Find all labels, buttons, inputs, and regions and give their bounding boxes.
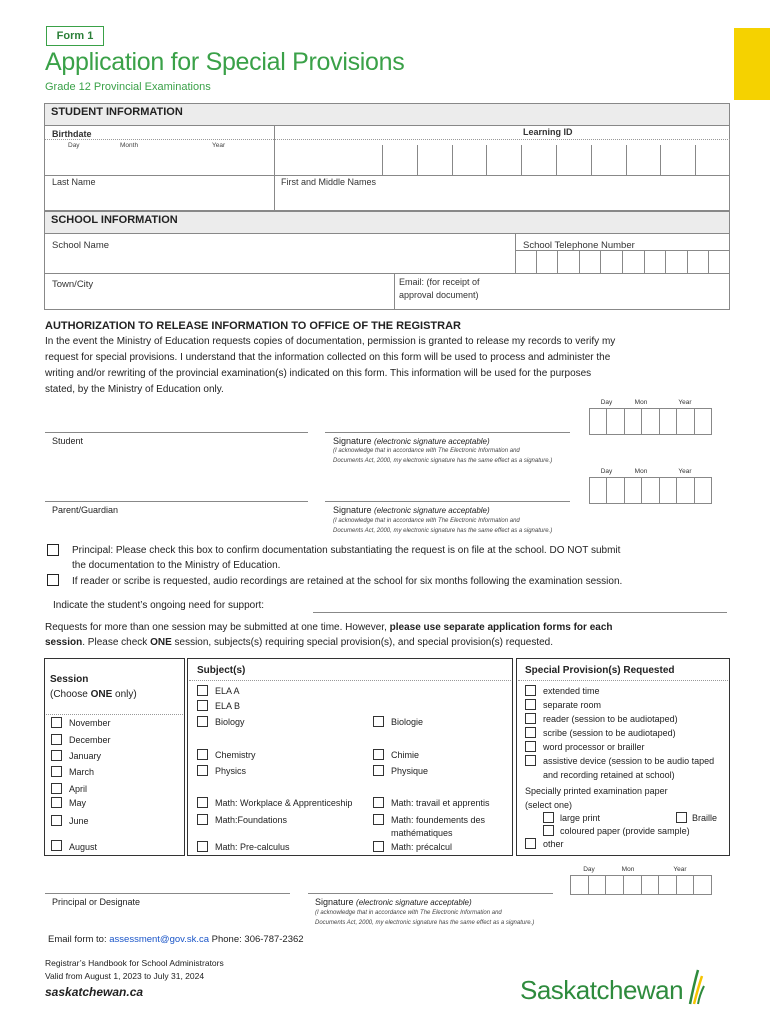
subject-label-math-fondements-2: mathématiques: [391, 828, 453, 838]
provision-checkbox-assistive-device[interactable]: [525, 755, 536, 766]
subject-checkbox-math-travail[interactable]: [373, 797, 384, 808]
name-divider: [274, 175, 275, 211]
provision-label-separate-room: separate room: [543, 700, 602, 710]
authorization-heading: AUTHORIZATION TO RELEASE INFORMATION TO OFFICE OF THE REGISTRAR: [45, 320, 461, 332]
first-middle-names-label: First and Middle Names: [281, 177, 377, 187]
subject-checkbox-chimie[interactable]: [373, 749, 384, 760]
parent-signature-label: [333, 505, 490, 515]
ongoing-need-label: Indicate the student’s ongoing need for support:: [53, 600, 265, 611]
coloured-paper-label: coloured paper (provide sample): [560, 826, 690, 836]
learning-id-label: Learning ID: [523, 127, 573, 137]
session-column-box: [44, 658, 185, 856]
subject-checkbox-ela-a[interactable]: [197, 685, 208, 696]
session-subheading: [50, 689, 137, 700]
subject-label-biologie: Biologie: [391, 717, 424, 727]
school-phone-boxes[interactable]: [515, 250, 730, 273]
student-date-header: [589, 399, 712, 406]
email-divider: [394, 273, 395, 310]
provision-label-assistive-device: assistive device (session to be audio taped: [543, 756, 715, 766]
birthdate-year-label: Year: [212, 142, 226, 149]
braille-label: Braille: [692, 813, 718, 823]
parent-name-line[interactable]: [45, 501, 308, 502]
provision-label-extended-time: extended time: [543, 686, 600, 696]
student-signature-line[interactable]: [325, 432, 570, 433]
parent-date-boxes[interactable]: [589, 477, 712, 504]
provision-label-word-processor: word processor or brailler: [543, 742, 645, 752]
principal-text-line1: Principal: Please check this box to confirm documentation substantiating the request is on file at the school. DO NOT submit: [72, 545, 621, 556]
student-name-line[interactable]: [45, 432, 308, 433]
session-checkbox-december[interactable]: [51, 734, 62, 745]
session-label-may: May: [69, 798, 87, 808]
parent-date-header: [589, 468, 712, 475]
coloured-paper-checkbox[interactable]: [543, 825, 554, 836]
signature-note: (electronic signature acceptable): [374, 437, 490, 446]
principal-date-header: [570, 866, 712, 873]
principal-name-line[interactable]: [45, 893, 290, 894]
requests-text-1b: please use separate application forms for each: [389, 622, 613, 633]
subject-label-ela-b: ELA B: [215, 701, 241, 711]
subject-checkbox-physics[interactable]: [197, 765, 208, 776]
session-sub-a: (Choose: [50, 689, 91, 700]
principal-ack-line2: Documents Act, 2000, my electronic signature has the same effect as a signature.): [315, 920, 535, 926]
birthdate-day-label: Day: [68, 142, 80, 149]
subject-checkbox-biology[interactable]: [197, 716, 208, 727]
requests-text-1a: Requests for more than one session may be submitted at one time. However,: [45, 622, 390, 633]
student-label: Student: [52, 436, 84, 446]
learning-id-boxes[interactable]: [382, 145, 730, 175]
authorization-text-line2: request for special provisions. I understand that the information collected on this form will be used to process and administer the: [45, 352, 611, 363]
saskatchewan-logo: [520, 966, 706, 1006]
provision-checkbox-extended-time[interactable]: [525, 685, 536, 696]
principal-date-day-label: Day: [583, 866, 595, 873]
provision-label-reader: reader (session to be audiotaped): [543, 714, 678, 724]
session-label-march: March: [69, 767, 95, 777]
assessment-email-link[interactable]: assessment@gov.sk.ca: [109, 934, 210, 945]
parent-date-year-label: Year: [678, 468, 692, 475]
parent-guardian-label: Parent/Guardian: [52, 505, 119, 515]
last-name-label: Last Name: [52, 177, 96, 187]
website-url: saskatchewan.ca: [45, 985, 144, 999]
session-checkbox-june[interactable]: [51, 815, 62, 826]
handbook-title: Registrar’s Handbook for School Administrators: [45, 958, 224, 968]
page-subtitle: Grade 12 Provincial Examinations: [45, 81, 211, 93]
principal-signature-line[interactable]: [308, 893, 553, 894]
student-date-year-label: Year: [678, 399, 692, 406]
principal-date-mon-label: Mon: [621, 866, 635, 873]
subject-label-chimie: Chimie: [391, 750, 420, 760]
session-sub-c: only): [112, 689, 137, 700]
reader-scribe-checkbox[interactable]: [47, 574, 59, 586]
subject-label-math-travail: Math: travail et apprentis: [391, 798, 490, 808]
authorization-text-line1: In the event the Ministry of Education requests copies of documentation, permission is granted to release my records to verify my: [45, 336, 616, 347]
subject-label-physique: Physique: [391, 766, 429, 776]
parent-ack-line2: Documents Act, 2000, my electronic signature has the same effect as a signature.): [333, 528, 553, 534]
email-label-line2: approval document): [399, 290, 479, 300]
student-date-day-label: Day: [600, 399, 613, 406]
subject-checkbox-math-foundations[interactable]: [197, 814, 208, 825]
requests-text-line2: [45, 637, 553, 648]
subject-checkbox-ela-b[interactable]: [197, 700, 208, 711]
session-checkbox-may[interactable]: [51, 797, 62, 808]
provision-label-scribe: scribe (session to be audiotaped): [543, 728, 676, 738]
subject-label-math-workplace: Math: Workplace & Apprenticeship: [215, 798, 353, 808]
school-name-label: School Name: [52, 240, 110, 251]
requests-text-2b: . Please check: [82, 637, 151, 648]
subject-checkbox-math-precalcul[interactable]: [373, 841, 384, 852]
subjects-divider: [189, 680, 511, 681]
birthdate-month-label: Month: [120, 142, 139, 149]
principal-date-year-label: Year: [673, 866, 687, 873]
ongoing-need-line[interactable]: [313, 612, 727, 613]
phone-text: Phone: 306-787-2362: [209, 934, 304, 945]
school-phone-label: School Telephone Number: [523, 240, 635, 251]
provisions-divider: [518, 680, 728, 681]
parent-date-day-label: Day: [600, 468, 613, 475]
email-label-line1: Email: (for receipt of: [399, 277, 480, 287]
subject-label-math-fondements: Math: foundements des: [391, 815, 486, 825]
subject-checkbox-chemistry[interactable]: [197, 749, 208, 760]
authorization-text-line3: writing and/or rewriting of the provincial examination(s) indicated on this form. This information will be used for the purposes: [45, 368, 592, 379]
principal-designate-label: Principal or Designate: [52, 897, 141, 907]
parent-ack-line1: (I acknowledge that in accordance with The Electronic Information and: [333, 518, 520, 524]
subject-label-math-precalcul: Math: précalcul: [391, 842, 453, 852]
birthdate-learningid-divider: [274, 125, 275, 175]
email-form-label: Email form to:: [48, 934, 110, 945]
large-print-checkbox[interactable]: [543, 812, 554, 823]
parent-date-mon-label: Mon: [634, 468, 648, 475]
student-signature-label: [333, 436, 490, 446]
birthdate-label: Birthdate: [52, 129, 92, 139]
large-print-label: large print: [560, 813, 601, 823]
provision-checkbox-separate-room[interactable]: [525, 699, 536, 710]
signature-word: Signature: [315, 897, 354, 907]
validity-period: Valid from August 1, 2023 to July 31, 2024: [45, 971, 205, 981]
session-label-november: November: [69, 718, 111, 728]
subject-label-physics: Physics: [215, 766, 247, 776]
birthdate-divider: [45, 139, 730, 140]
principal-confirm-checkbox[interactable]: [47, 544, 59, 556]
student-date-boxes[interactable]: [589, 408, 712, 435]
student-date-mon-label: Mon: [634, 399, 648, 406]
yellow-accent-bar: [734, 28, 770, 100]
braille-checkbox[interactable]: [676, 812, 687, 823]
signature-word: Signature: [333, 436, 372, 446]
school-section-heading: SCHOOL INFORMATION: [45, 212, 729, 234]
subject-label-ela-a: ELA A: [215, 686, 240, 696]
session-checkbox-april[interactable]: [51, 783, 62, 794]
signature-note: (electronic signature acceptable): [356, 898, 472, 907]
session-label-december: December: [69, 735, 111, 745]
requests-text-2d: session, subjects(s) requiring special provision(s), and special provision(s) requested.: [171, 637, 554, 648]
subject-checkbox-biologie[interactable]: [373, 716, 384, 727]
requests-text-line1: [45, 622, 613, 633]
provision-label-assistive-device-2: and recording retained at school): [543, 770, 675, 780]
provision-checkbox-scribe[interactable]: [525, 727, 536, 738]
subject-checkbox-physique[interactable]: [373, 765, 384, 776]
requests-text-2c: ONE: [150, 637, 172, 648]
session-divider: [46, 714, 183, 715]
subjects-heading: Subject(s): [197, 665, 246, 676]
authorization-text-line4: stated, by the Ministry of Education only.: [45, 384, 224, 395]
session-checkbox-march[interactable]: [51, 766, 62, 777]
student-section-heading: STUDENT INFORMATION: [45, 104, 729, 126]
principal-signature-label: [315, 897, 472, 907]
provisions-heading: Special Provision(s) Requested: [525, 665, 675, 676]
printed-paper-select-label: (select one): [525, 800, 573, 810]
principal-text-line3: If reader or scribe is requested, audio recordings are retained at the school for six months following the examination session.: [72, 576, 623, 587]
session-label-august: August: [69, 842, 98, 852]
session-label-april: April: [69, 784, 88, 794]
session-heading: Session: [50, 674, 89, 685]
student-row-divider: [45, 175, 730, 176]
session-sub-b: ONE: [90, 689, 113, 700]
student-ack-line1: (I acknowledge that in accordance with The Electronic Information and: [333, 448, 520, 454]
requests-text-2a: session: [45, 637, 83, 648]
session-checkbox-january[interactable]: [51, 750, 62, 761]
session-checkbox-november[interactable]: [51, 717, 62, 728]
principal-ack-line1: (I acknowledge that in accordance with The Electronic Information and: [315, 910, 502, 916]
principal-date-boxes[interactable]: [570, 875, 712, 895]
town-city-label: Town/City: [52, 279, 94, 290]
provision-checkbox-word-processor[interactable]: [525, 741, 536, 752]
principal-text-line2: the documentation to the Ministry of Education.: [72, 560, 281, 571]
form-number-tag: Form 1: [46, 26, 104, 46]
session-label-june: June: [69, 816, 89, 826]
subject-label-math-foundations: Math:Foundations: [215, 815, 288, 825]
saskatchewan-logo-text: Saskatchewan: [520, 975, 684, 1005]
provision-checkbox-reader[interactable]: [525, 713, 536, 724]
subject-checkbox-math-precalculus[interactable]: [197, 841, 208, 852]
subject-checkbox-math-workplace[interactable]: [197, 797, 208, 808]
page-title: Application for Special Provisions: [45, 48, 405, 76]
session-label-january: January: [69, 751, 102, 761]
subject-label-biology: Biology: [215, 717, 245, 727]
other-label: other: [543, 839, 564, 849]
other-checkbox[interactable]: [525, 838, 536, 849]
subject-label-math-precalculus: Math: Pre-calculus: [215, 842, 290, 852]
parent-signature-line[interactable]: [325, 501, 570, 502]
email-form-line: [48, 934, 304, 945]
signature-note: (electronic signature acceptable): [374, 506, 490, 515]
session-checkbox-august[interactable]: [51, 840, 62, 851]
subject-checkbox-math-fondements[interactable]: [373, 814, 384, 825]
school-row-divider: [45, 273, 730, 274]
wheat-icon: [684, 966, 706, 1006]
subject-label-chemistry: Chemistry: [215, 750, 256, 760]
student-ack-line2: Documents Act, 2000, my electronic signature has the same effect as a signature.): [333, 458, 553, 464]
printed-paper-label: Specially printed examination paper: [525, 786, 668, 796]
signature-word: Signature: [333, 505, 372, 515]
